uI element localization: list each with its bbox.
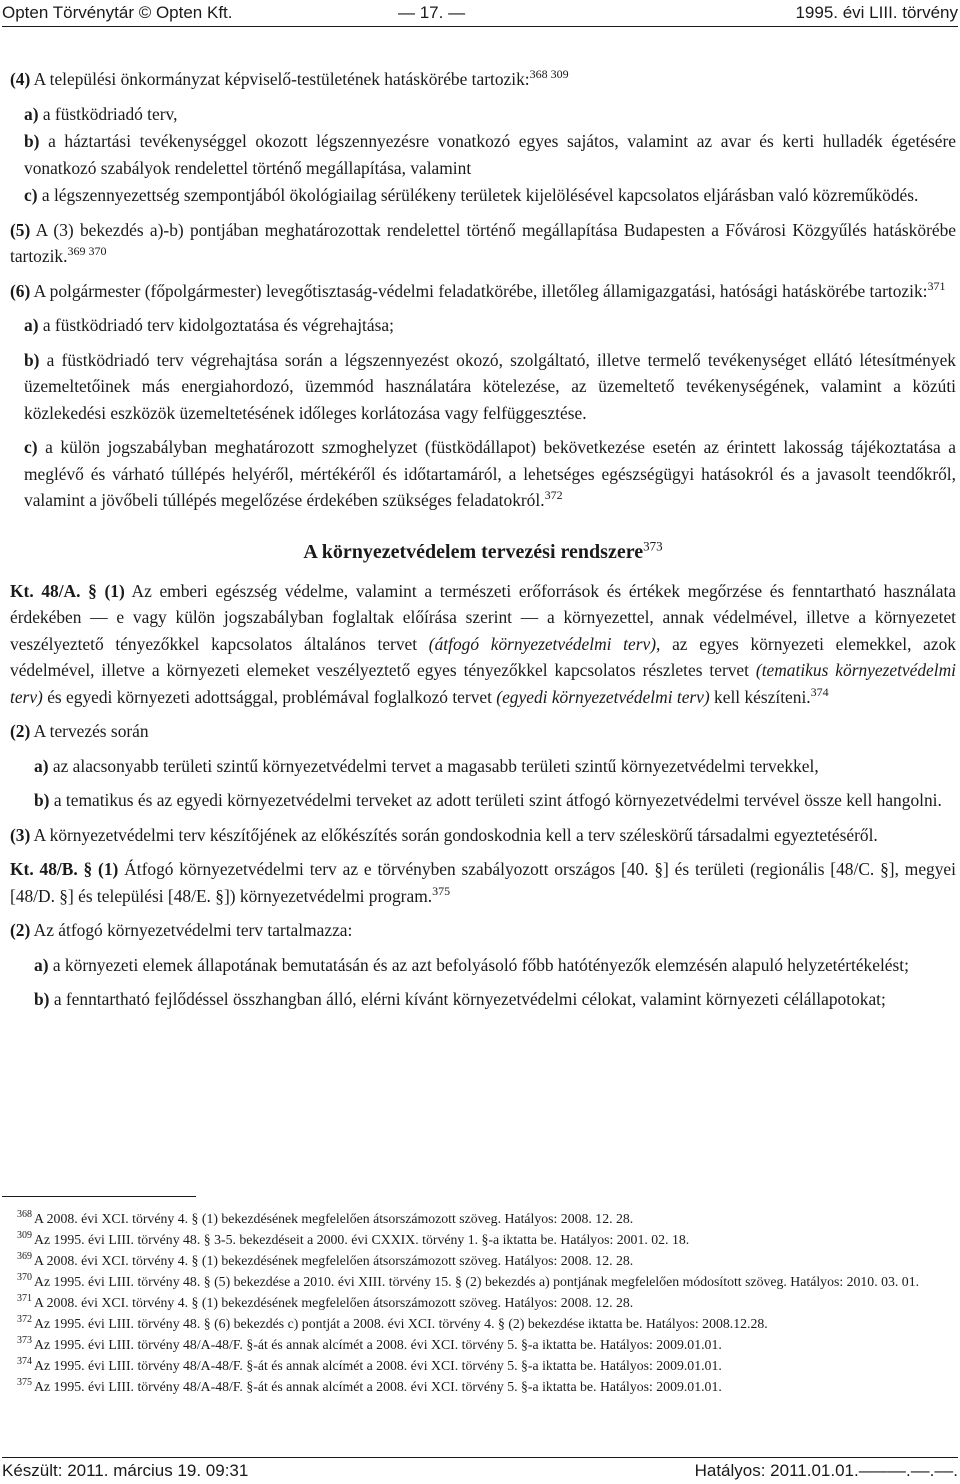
paragraph: [10, 66, 956, 93]
header-publisher: Opten Törvénytár © Opten Kft.: [2, 3, 233, 22]
footnote: [2, 1376, 956, 1397]
paragraph-label: b): [34, 790, 50, 810]
footnote-text: Az 1995. évi LIII. törvény 48. § (5) bekezdése a 2010. évi XIII. törvény 15. § (2) bekezdés a) pontjának megfelelően módosított szöveg. Hatályos: 2010. 03. 01.: [34, 1274, 920, 1289]
header-law-title: 1995. évi LIII. törvény: [795, 3, 958, 22]
footnote-ref[interactable]: 372: [544, 488, 563, 503]
paragraph-label: Kt. 48/A. § (1): [10, 580, 125, 601]
footnote-ref[interactable]: 375: [432, 883, 451, 898]
paragraph-text: a füstködriadó terv,: [42, 103, 178, 124]
paragraph-label: (2): [10, 920, 31, 940]
paragraph-label: (6): [10, 280, 31, 301]
footnote-ref[interactable]: 369 370: [67, 244, 107, 259]
footnote: [2, 1334, 956, 1355]
footnote-number: 372: [17, 1314, 32, 1326]
paragraph-text: A környezetvédelmi terv készítőjének az előkészítés során gondoskodnia kell a terv széleskörű társadalmi egyeztetéséről.: [33, 824, 878, 845]
paragraph-text: A tervezés során: [33, 721, 149, 741]
paragraph-text: a fenntartható fejlődéssel összhangban álló, elérni kívánt környezetvédelmi célokat, valamint környezeti célállapotokat;: [53, 989, 886, 1009]
footnote-text: Az 1995. évi LIII. törvény 48/A-48/F. §-át és annak alcímét a 2008. évi XCI. törvény 5. §-a iktatta be. Hatályos: 2009.01.01.: [34, 1379, 722, 1394]
footer-created: Készült: 2011. március 19. 09:31: [2, 1461, 249, 1480]
paragraph-label: Kt. 48/B. § (1): [10, 859, 119, 879]
footnote: [2, 1208, 956, 1229]
paragraph: [10, 434, 956, 514]
document-body: [10, 66, 956, 1021]
header-page-number: — 17. —: [398, 3, 466, 22]
paragraph: [10, 822, 956, 849]
footnotes: [2, 1208, 956, 1397]
footnote: [2, 1355, 956, 1376]
paragraph-text: a háztartási tevékenységgel okozott légszennyezésre vonatkozó egyes sajátos, valamint az avar és kerti hulladék égetésére vonatkozó szabályok rendelettel történő megállapítása, valamint: [24, 131, 956, 178]
paragraph: [10, 952, 956, 979]
paragraph: [10, 753, 956, 780]
paragraph-label: b): [24, 349, 40, 370]
paragraph: [10, 856, 956, 909]
footer-effective: Hatályos: 2011.01.01.–––––.––.––.: [694, 1461, 958, 1480]
paragraph-text: az alacsonyabb területi szintű környezetvédelmi tervet a magasabb területi szintű környezetvédelmi tervekkel,: [52, 755, 819, 776]
paragraph-text: a légszennyezettség szempontjából ökológiailag sérülékeny területek kijelölésével kapcsolatos eljárásban való közreműködés.: [41, 185, 919, 205]
paragraph: [10, 917, 956, 944]
footnote-separator: [2, 1196, 196, 1197]
paragraph-label: (3): [10, 824, 31, 845]
paragraph: [10, 578, 956, 711]
footnote: [2, 1250, 956, 1271]
paragraph-text: Átfogó környezetvédelmi terv az e törvényben szabályozott országos [40. §] és területi (regionális [48/C. §], megyei [48/D. §] és települési [48/E. §]) környezetvédelmi program.: [10, 859, 956, 906]
footnote-ref[interactable]: 371: [927, 278, 946, 293]
paragraph-label: a): [34, 755, 49, 776]
section-title: [10, 538, 956, 566]
footnote-number: 309: [17, 1230, 32, 1242]
paragraph-text: Az emberi egészség védelme, valamint a természeti erőforrások és értékek megőrzése és fenntartható használata érdekében — e vagy külön jogszabályban foglaltak előírása szerint — a környezettel, annak védelmével, illetve a környezetet veszélyeztető tényezőkkel kapcsolatos általános tervet (átfogó környezetvédelmi terv), az egyes környezeti elemekkel, azok védelmével, illetve a környezeti elemeket veszélyeztető egyes tényezőkkel kapcsolatos részletes tervet (tematikus környezetvédelmi terv) és egyedi környezeti adottsággal, problémával foglalkozó tervet (egyedi környezetvédelmi terv) kell készíteni.: [10, 580, 956, 707]
footnote-ref[interactable]: 373: [643, 537, 663, 553]
paragraph: [10, 986, 956, 1013]
paragraph-label: (2): [10, 721, 31, 741]
paragraph-label: b): [34, 989, 50, 1009]
footnote-number: 373: [17, 1335, 32, 1347]
footnote-ref[interactable]: 374: [810, 684, 829, 699]
paragraph-label: c): [24, 185, 38, 205]
paragraph-label: (4): [10, 69, 31, 89]
paragraph-text: A polgármester (főpolgármester) levegőtisztaság-védelmi feladatkörébe, illetőleg államigazgatási, hatósági hatáskörébe tartozik:: [33, 280, 928, 301]
paragraph-text: a tematikus és az egyedi környezetvédelmi terveket az adott területi szint átfogó környezetvédelmi tervével össze kell hangolni.: [53, 790, 942, 810]
footnote-text: A 2008. évi XCI. törvény 4. § (1) bekezdésének megfelelően átsorszámozott szöveg. Hatályos: 2008. 12. 28.: [34, 1253, 634, 1268]
footnote-ref[interactable]: 368 309: [529, 67, 569, 82]
footnote-text: Az 1995. évi LIII. törvény 48/A-48/F. §-át és annak alcímét a 2008. évi XCI. törvény 5. §-a iktatta be. Hatályos: 2009.01.01.: [34, 1337, 722, 1352]
paragraph: [10, 128, 956, 181]
paragraph-text: a füstködriadó terv végrehajtása során a légszennyezést okozó, szolgáltató, illetve termelő tevékenységet ellátó létesítmények üzemeltetőinek más energiahordozó, üzemmód használatára kötelezése, az üzemeltető tevékenységének, valamint a közúti közlekedési eszközök üzemeltetésének időleges korlátozása vagy felfüggesztése.: [24, 349, 956, 423]
footnote-text: A 2008. évi XCI. törvény 4. § (1) bekezdésének megfelelően átsorszámozott szöveg. Hatályos: 2008. 12. 28.: [34, 1295, 634, 1310]
paragraph-text: a füstködriadó terv kidolgoztatása és végrehajtása;: [42, 315, 394, 335]
footnote-number: 374: [17, 1356, 32, 1368]
paragraph-label: a): [24, 315, 39, 335]
paragraph-label: a): [34, 954, 49, 975]
footnote-text: Az 1995. évi LIII. törvény 48/A-48/F. §-át és annak alcímét a 2008. évi XCI. törvény 5. §-a iktatta be. Hatályos: 2009.01.01.: [34, 1358, 722, 1373]
section-title-text: A környezetvédelem tervezési rendszere: [303, 540, 644, 563]
footnote-number: 368: [17, 1209, 32, 1221]
page-header: [2, 0, 958, 26]
header-rule: [2, 26, 958, 27]
footnote: [2, 1292, 956, 1313]
paragraph: [10, 312, 956, 339]
paragraph: [10, 787, 956, 814]
paragraph: [10, 101, 956, 128]
paragraph-text: Az átfogó környezetvédelmi terv tartalmazza:: [33, 920, 353, 940]
paragraph: [10, 278, 956, 305]
footnote-number: 375: [17, 1377, 32, 1389]
footnote-number: 370: [17, 1272, 32, 1284]
paragraph-text: A (3) bekezdés a)-b) pontjában meghatározottak rendelettel történő megállapítása Budapesten a Fővárosi Közgyűlés hatáskörébe tartozik.: [10, 219, 956, 266]
paragraph-label: (5): [10, 219, 31, 240]
paragraph-text: a környezeti elemek állapotának bemutatásán és az azt befolyásoló főbb hatótényezők elemzésén alapuló helyzetértékelést;: [52, 954, 909, 975]
footnote: [2, 1313, 956, 1334]
footnote: [2, 1271, 956, 1292]
paragraph-label: a): [24, 103, 39, 124]
footnote-text: Az 1995. évi LIII. törvény 48. § (6) bekezdés c) pontját a 2008. évi XCI. törvény 4. § (2) bekezdése iktatta be. Hatályos: 2008.12.28.: [34, 1316, 768, 1331]
footnote: [2, 1229, 956, 1250]
paragraph-text: A települési önkormányzat képviselő-testületének hatáskörébe tartozik:: [33, 69, 530, 89]
paragraph-label: b): [24, 131, 40, 151]
paragraph-text: a külön jogszabályban meghatározott szmoghelyzet (füstködállapot) bekövetkezése esetén az érintett lakosság tájékoztatása a meglévő és várható túllépés helyéről, mértékéről és időtartamáról, a lehetséges egészségügyi hatásokról és a javasolt teendőkről, valamint a jövőbeli túllépés megelőzése érdekében szükséges feladatokról.: [24, 437, 956, 510]
paragraph: [10, 347, 956, 427]
paragraph-label: c): [24, 437, 38, 457]
paragraph: [10, 182, 956, 209]
paragraph: [10, 217, 956, 270]
page-footer: [2, 1458, 958, 1484]
paragraph: [10, 718, 956, 745]
footnote-number: 371: [17, 1293, 32, 1305]
footnote-number: 369: [17, 1251, 32, 1263]
footnote-text: Az 1995. évi LIII. törvény 48. § 3-5. bekezdéseit a 2000. évi CXXIX. törvény 1. §-a iktatta be. Hatályos: 2001. 02. 18.: [34, 1232, 690, 1247]
footnote-text: A 2008. évi XCI. törvény 4. § (1) bekezdésének megfelelően átsorszámozott szöveg. Hatályos: 2008. 12. 28.: [34, 1211, 634, 1226]
